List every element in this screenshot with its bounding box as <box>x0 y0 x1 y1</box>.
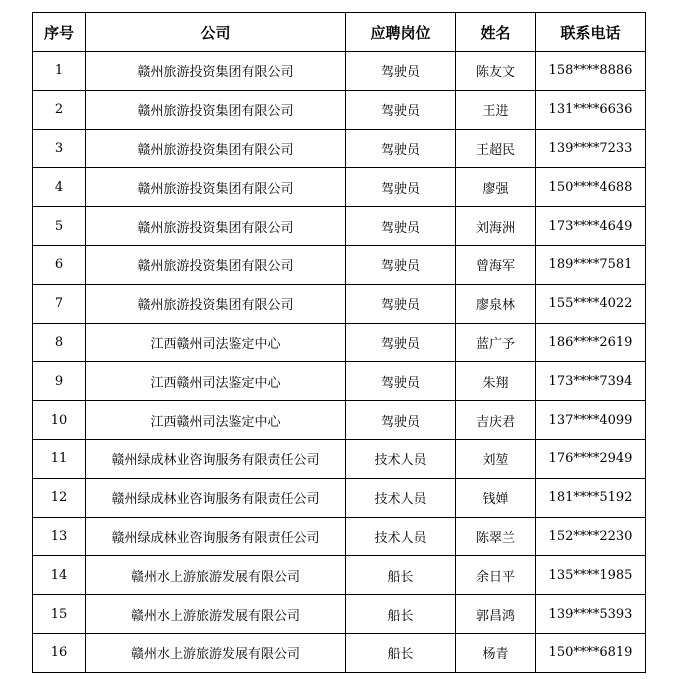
cell-position: 技术人员 <box>346 439 456 478</box>
table-row <box>33 439 646 478</box>
table-header <box>33 13 646 52</box>
cell-phone: 173****4649 <box>536 207 646 246</box>
cell-position: 驾驶员 <box>346 362 456 401</box>
cell-index: 3 <box>33 129 86 168</box>
cell-index: 16 <box>33 633 86 672</box>
cell-index: 6 <box>33 245 86 284</box>
cell-phone: 155****4022 <box>536 284 646 323</box>
cell-name: 朱翔 <box>456 362 536 401</box>
cell-phone: 150****4688 <box>536 168 646 207</box>
header-company: 公司 <box>86 13 346 52</box>
cell-company: 赣州旅游投资集团有限公司 <box>86 284 346 323</box>
table-row <box>33 284 646 323</box>
table-row <box>33 168 646 207</box>
cell-position: 驾驶员 <box>346 129 456 168</box>
cell-name: 廖泉林 <box>456 284 536 323</box>
cell-phone: 173****7394 <box>536 362 646 401</box>
cell-index: 9 <box>33 362 86 401</box>
table-row <box>33 90 646 129</box>
table-row <box>33 517 646 556</box>
table-row <box>33 362 646 401</box>
cell-name: 钱婵 <box>456 478 536 517</box>
cell-position: 驾驶员 <box>346 323 456 362</box>
cell-phone: 176****2949 <box>536 439 646 478</box>
cell-name: 刘海洲 <box>456 207 536 246</box>
cell-index: 13 <box>33 517 86 556</box>
table-row <box>33 556 646 595</box>
cell-index: 2 <box>33 90 86 129</box>
cell-position: 船长 <box>346 633 456 672</box>
table-body <box>33 52 646 673</box>
table-row <box>33 633 646 672</box>
cell-index: 5 <box>33 207 86 246</box>
cell-phone: 189****7581 <box>536 245 646 284</box>
cell-name: 廖强 <box>456 168 536 207</box>
cell-phone: 139****7233 <box>536 129 646 168</box>
cell-company: 赣州旅游投资集团有限公司 <box>86 52 346 91</box>
cell-phone: 139****5393 <box>536 595 646 634</box>
cell-company: 赣州旅游投资集团有限公司 <box>86 90 346 129</box>
cell-index: 10 <box>33 401 86 440</box>
cell-index: 1 <box>33 52 86 91</box>
cell-position: 驾驶员 <box>346 168 456 207</box>
cell-position: 驾驶员 <box>346 52 456 91</box>
cell-name: 陈友文 <box>456 52 536 91</box>
cell-name: 蓝广予 <box>456 323 536 362</box>
cell-name: 曾海军 <box>456 245 536 284</box>
cell-position: 船长 <box>346 556 456 595</box>
cell-position: 驾驶员 <box>346 245 456 284</box>
header-name: 姓名 <box>456 13 536 52</box>
cell-name: 杨青 <box>456 633 536 672</box>
cell-company: 江西赣州司法鉴定中心 <box>86 362 346 401</box>
cell-company: 赣州水上游旅游发展有限公司 <box>86 595 346 634</box>
cell-company: 赣州绿成林业咨询服务有限责任公司 <box>86 517 346 556</box>
cell-company: 赣州水上游旅游发展有限公司 <box>86 633 346 672</box>
cell-phone: 137****4099 <box>536 401 646 440</box>
header-position: 应聘岗位 <box>346 13 456 52</box>
header-phone: 联系电话 <box>536 13 646 52</box>
cell-index: 7 <box>33 284 86 323</box>
cell-index: 14 <box>33 556 86 595</box>
table-row <box>33 401 646 440</box>
cell-company: 江西赣州司法鉴定中心 <box>86 401 346 440</box>
cell-name: 刘堃 <box>456 439 536 478</box>
table-row <box>33 323 646 362</box>
cell-name: 余日平 <box>456 556 536 595</box>
cell-phone: 150****6819 <box>536 633 646 672</box>
cell-phone: 152****2230 <box>536 517 646 556</box>
cell-position: 驾驶员 <box>346 207 456 246</box>
cell-position: 技术人员 <box>346 478 456 517</box>
cell-position: 驾驶员 <box>346 90 456 129</box>
cell-phone: 135****1985 <box>536 556 646 595</box>
cell-name: 王超民 <box>456 129 536 168</box>
cell-phone: 158****8886 <box>536 52 646 91</box>
cell-index: 12 <box>33 478 86 517</box>
table-row <box>33 595 646 634</box>
cell-phone: 181****5192 <box>536 478 646 517</box>
cell-company: 赣州绿成林业咨询服务有限责任公司 <box>86 439 346 478</box>
cell-position: 船长 <box>346 595 456 634</box>
cell-index: 11 <box>33 439 86 478</box>
cell-company: 赣州旅游投资集团有限公司 <box>86 245 346 284</box>
cell-company: 赣州旅游投资集团有限公司 <box>86 207 346 246</box>
cell-company: 江西赣州司法鉴定中心 <box>86 323 346 362</box>
table-row <box>33 129 646 168</box>
cell-name: 郭昌鸿 <box>456 595 536 634</box>
cell-phone: 131****6636 <box>536 90 646 129</box>
cell-name: 王进 <box>456 90 536 129</box>
cell-position: 技术人员 <box>346 517 456 556</box>
table-row <box>33 245 646 284</box>
cell-name: 吉庆君 <box>456 401 536 440</box>
recruitment-roster-table <box>32 12 646 673</box>
header-row <box>33 13 646 52</box>
table-row <box>33 52 646 91</box>
table-row <box>33 207 646 246</box>
cell-position: 驾驶员 <box>346 401 456 440</box>
cell-company: 赣州绿成林业咨询服务有限责任公司 <box>86 478 346 517</box>
cell-phone: 186****2619 <box>536 323 646 362</box>
table-row <box>33 478 646 517</box>
cell-company: 赣州旅游投资集团有限公司 <box>86 168 346 207</box>
header-index: 序号 <box>33 13 86 52</box>
cell-index: 15 <box>33 595 86 634</box>
cell-name: 陈翠兰 <box>456 517 536 556</box>
cell-index: 8 <box>33 323 86 362</box>
cell-index: 4 <box>33 168 86 207</box>
cell-company: 赣州水上游旅游发展有限公司 <box>86 556 346 595</box>
cell-company: 赣州旅游投资集团有限公司 <box>86 129 346 168</box>
cell-position: 驾驶员 <box>346 284 456 323</box>
